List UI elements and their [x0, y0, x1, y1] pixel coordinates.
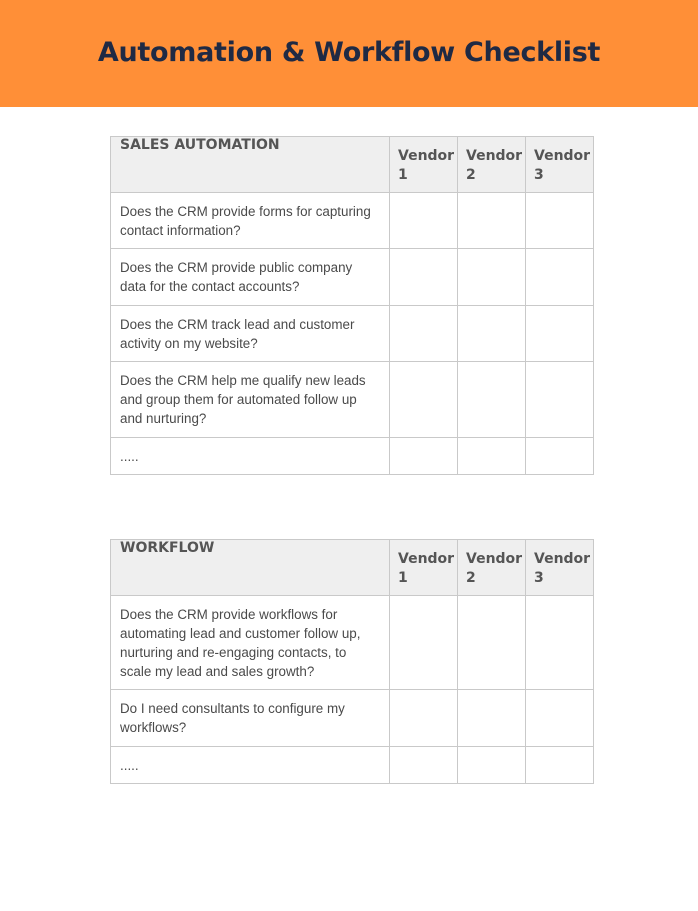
table-row [111, 747, 594, 784]
vendor-1-answer-cell[interactable] [390, 249, 458, 306]
vendor-3-header: Vendor 3 [526, 137, 594, 193]
vendor-2-answer-cell[interactable] [458, 747, 526, 784]
vendor-2-answer-cell[interactable] [458, 438, 526, 475]
vendor-2-header: Vendor 2 [458, 137, 526, 193]
sales-automation-table [110, 136, 594, 475]
section-title: SALES AUTOMATION [111, 137, 390, 193]
vendor-3-answer-cell[interactable] [526, 596, 594, 690]
table-header-row [111, 137, 594, 193]
title-banner [0, 0, 698, 107]
workflow-table [110, 539, 594, 784]
question-cell: Does the CRM provide forms for capturing contact information? [111, 193, 390, 249]
vendor-3-answer-cell[interactable] [526, 747, 594, 784]
table-row [111, 249, 594, 306]
vendor-1-answer-cell[interactable] [390, 438, 458, 475]
vendor-3-answer-cell[interactable] [526, 438, 594, 475]
question-cell: Does the CRM provide public company data for the contact accounts? [111, 249, 390, 306]
question-cell: Does the CRM provide workflows for automating lead and customer follow up, nurturing and re-engaging contacts, to scale my lead and sales growth? [111, 596, 390, 690]
vendor-2-answer-cell[interactable] [458, 193, 526, 249]
table-row [111, 306, 594, 362]
table-row [111, 362, 594, 438]
placeholder-cell: ..... [111, 747, 390, 784]
vendor-3-answer-cell[interactable] [526, 362, 594, 438]
vendor-1-answer-cell[interactable] [390, 362, 458, 438]
vendor-2-answer-cell[interactable] [458, 362, 526, 438]
question-cell: Do I need consultants to configure my workflows? [111, 690, 390, 747]
vendor-2-answer-cell[interactable] [458, 690, 526, 747]
vendor-3-answer-cell[interactable] [526, 690, 594, 747]
vendor-1-header: Vendor 1 [390, 540, 458, 596]
placeholder-cell: ..... [111, 438, 390, 475]
page-title: Automation & Workflow Checklist [97, 37, 601, 68]
vendor-2-answer-cell[interactable] [458, 306, 526, 362]
table-header-row [111, 540, 594, 596]
vendor-3-answer-cell[interactable] [526, 249, 594, 306]
table-row [111, 596, 594, 690]
question-cell: Does the CRM track lead and customer activity on my website? [111, 306, 390, 362]
table-row [111, 193, 594, 249]
table-row [111, 690, 594, 747]
vendor-3-header: Vendor 3 [526, 540, 594, 596]
table-row [111, 438, 594, 475]
vendor-2-answer-cell[interactable] [458, 249, 526, 306]
vendor-1-answer-cell[interactable] [390, 690, 458, 747]
vendor-1-answer-cell[interactable] [390, 193, 458, 249]
vendor-2-answer-cell[interactable] [458, 596, 526, 690]
vendor-2-header: Vendor 2 [458, 540, 526, 596]
vendor-3-answer-cell[interactable] [526, 193, 594, 249]
vendor-1-answer-cell[interactable] [390, 306, 458, 362]
vendor-3-answer-cell[interactable] [526, 306, 594, 362]
vendor-1-answer-cell[interactable] [390, 747, 458, 784]
question-cell: Does the CRM help me qualify new leads and group them for automated follow up and nurturing? [111, 362, 390, 438]
section-title: WORKFLOW [111, 540, 390, 596]
vendor-1-answer-cell[interactable] [390, 596, 458, 690]
vendor-1-header: Vendor 1 [390, 137, 458, 193]
